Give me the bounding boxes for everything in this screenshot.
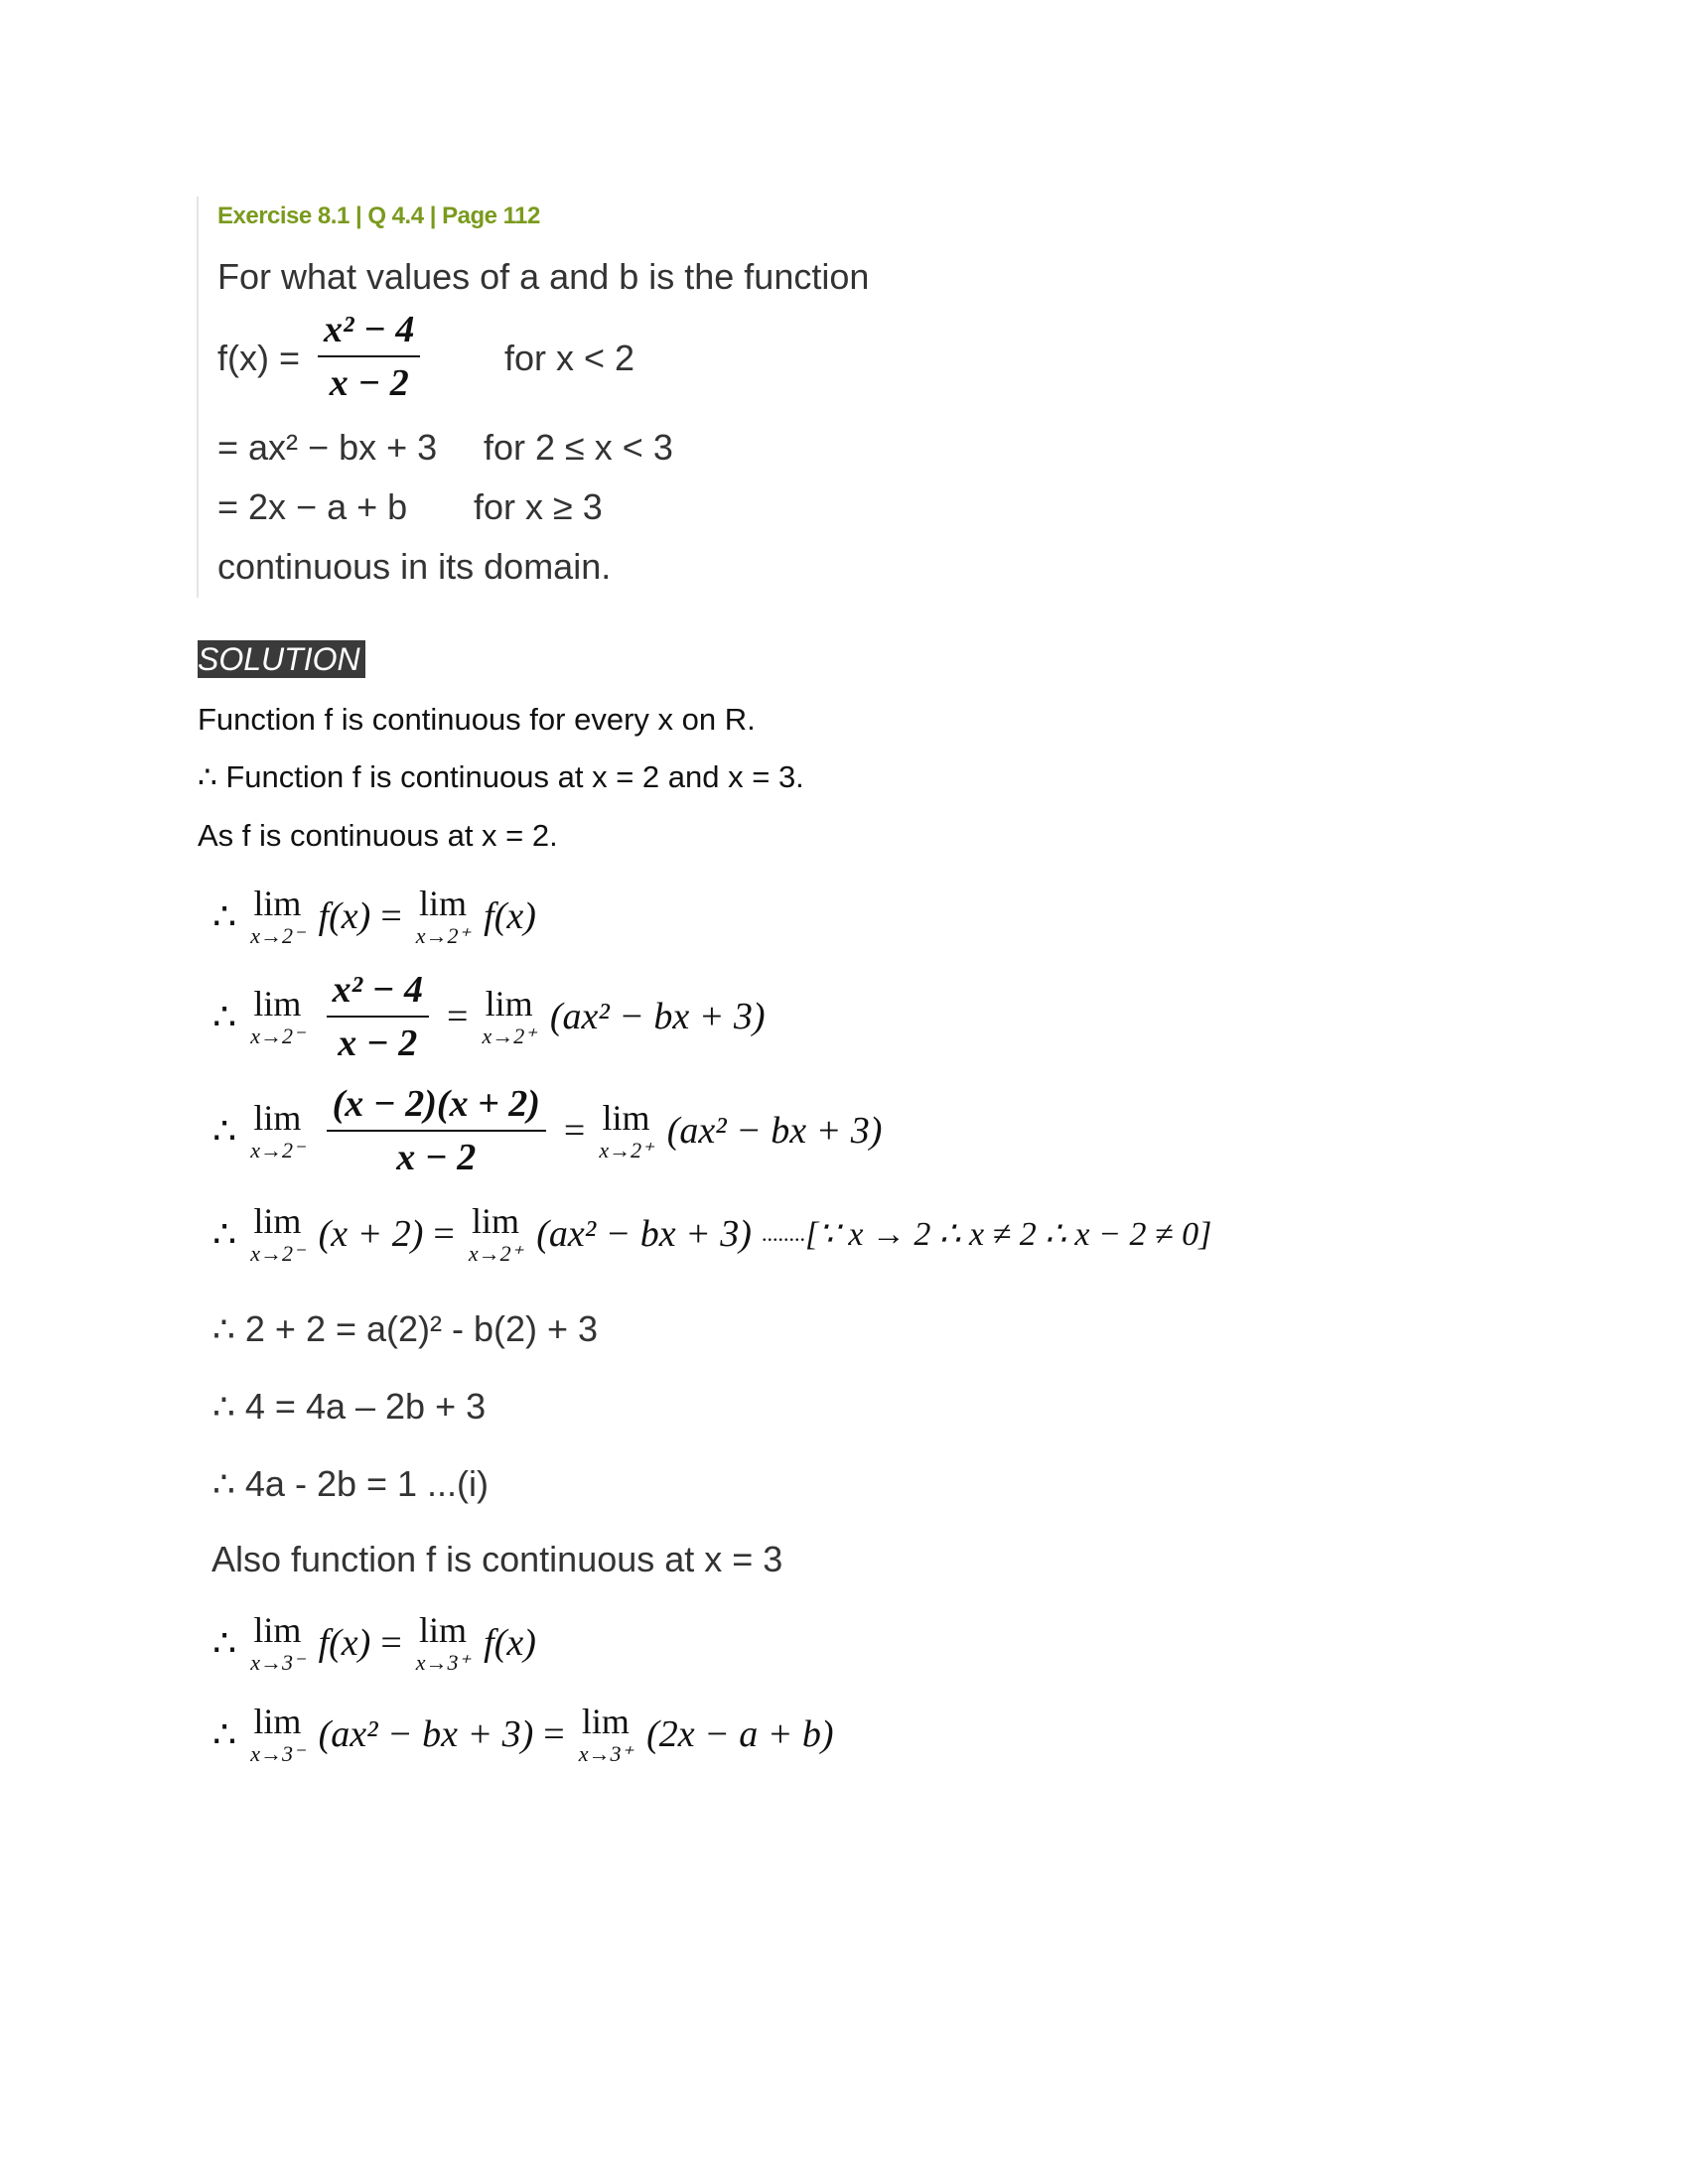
question-outro: continuous in its domain. (217, 546, 612, 587)
case3-condition: for x ≥ 3 (474, 486, 603, 527)
lim-sub: x→2⁺ (482, 1024, 536, 1048)
lim: lim (602, 1098, 650, 1138)
step-1: ∴ 2 + 2 = a(2)² - b(2) + 3 (212, 1308, 599, 1349)
lim: lim (581, 1702, 630, 1741)
expr: f(x) (318, 1622, 371, 1664)
lim-sub: x→2⁺ (468, 1241, 523, 1266)
therefore-symbol: ∴ (212, 996, 237, 1038)
case2-expression: = ax² − bx + 3 (217, 427, 438, 468)
equals: = (380, 1622, 402, 1664)
therefore-symbol: ∴ (212, 895, 237, 938)
question-border (197, 197, 199, 598)
step-3: ∴ 4a - 2b = 1 ...(i) (212, 1463, 490, 1504)
equals: = (543, 1713, 565, 1755)
lim: lim (418, 884, 467, 923)
lim-sub: x→2⁻ (250, 923, 305, 948)
reason-note: [∵ x → 2 ∴ x ≠ 2 ∴ x − 2 ≠ 0] (804, 1216, 1212, 1253)
lim: lim (253, 1201, 302, 1241)
lim: lim (472, 1201, 520, 1241)
also-line: Also function f is continuous at x = 3 (211, 1539, 783, 1579)
therefore-symbol: ∴ (212, 1622, 237, 1665)
lim-sub: x→3⁺ (415, 1650, 471, 1675)
equals: = (380, 895, 402, 937)
expr: (ax² − bx + 3) (666, 1110, 883, 1152)
limit-equation-6 (212, 1704, 834, 1765)
fraction-denominator: x − 2 (338, 1023, 418, 1064)
lim-sub: x→2⁻ (250, 1241, 305, 1266)
limit-equation-5 (212, 1612, 536, 1674)
limit-equation-4 (212, 1203, 1211, 1265)
case2-condition: for 2 ≤ x < 3 (484, 427, 673, 468)
fraction-numerator: (x − 2)(x + 2) (327, 1082, 546, 1132)
lim: lim (253, 1098, 302, 1138)
question-intro: For what values of a and b is the function (217, 256, 870, 297)
expr: (ax² − bx + 3) (549, 996, 766, 1037)
fx-label: f(x) = (217, 338, 301, 378)
equals: = (433, 1213, 455, 1255)
expr: f(x) (318, 895, 371, 937)
exercise-header: Exercise 8.1 | Q 4.4 | Page 112 (217, 203, 540, 229)
lim-sub: x→2⁻ (250, 1138, 305, 1162)
fraction-numerator: x² − 4 (327, 968, 429, 1018)
lim-sub: x→2⁺ (599, 1138, 653, 1162)
lim: lim (253, 1610, 302, 1650)
equals: = (447, 996, 469, 1037)
lim-sub: x→3⁻ (250, 1650, 305, 1675)
expr: (ax² − bx + 3) (536, 1213, 752, 1255)
therefore-symbol: ∴ (212, 1713, 237, 1756)
fraction-denominator: x − 2 (329, 362, 409, 404)
expr: (x + 2) (318, 1213, 424, 1255)
dots: ........ (761, 1221, 805, 1246)
question-fraction (310, 308, 428, 405)
expr: f(x) (484, 1622, 536, 1664)
equals: = (563, 1110, 586, 1152)
lim-sub: x→3⁺ (578, 1741, 633, 1766)
therefore-symbol: ∴ (212, 1213, 237, 1256)
lim: lim (418, 1610, 467, 1650)
lim: lim (253, 984, 302, 1024)
lim: lim (253, 1702, 302, 1741)
solution-line-2: ∴ Function f is continuous at x = 2 and x = 3. (198, 759, 804, 794)
case3-expression: = 2x − a + b (217, 486, 408, 527)
therefore-symbol: ∴ (212, 1110, 237, 1153)
expr: f(x) (484, 895, 536, 937)
expr: (2x − a + b) (646, 1713, 834, 1755)
limit-equation-3 (212, 1082, 882, 1179)
expr: (ax² − bx + 3) (318, 1713, 534, 1755)
solution-badge: SOLUTION (198, 640, 365, 678)
solution-line-1: Function f is continuous for every x on R. (198, 702, 756, 737)
lim-sub: x→2⁺ (415, 923, 471, 948)
lim-sub: x→3⁻ (250, 1741, 305, 1766)
limit-equation-2 (212, 968, 766, 1065)
step-2: ∴ 4 = 4a – 2b + 3 (212, 1386, 487, 1427)
lim: lim (253, 884, 302, 923)
lim-sub: x→2⁻ (250, 1024, 305, 1048)
solution-line-3: As f is continuous at x = 2. (198, 818, 558, 853)
lim: lim (485, 984, 533, 1024)
fraction-denominator: x − 2 (396, 1137, 477, 1178)
limit-equation-1 (212, 886, 536, 947)
case1-condition: for x < 2 (504, 338, 635, 378)
fraction-numerator: x² − 4 (318, 308, 420, 357)
